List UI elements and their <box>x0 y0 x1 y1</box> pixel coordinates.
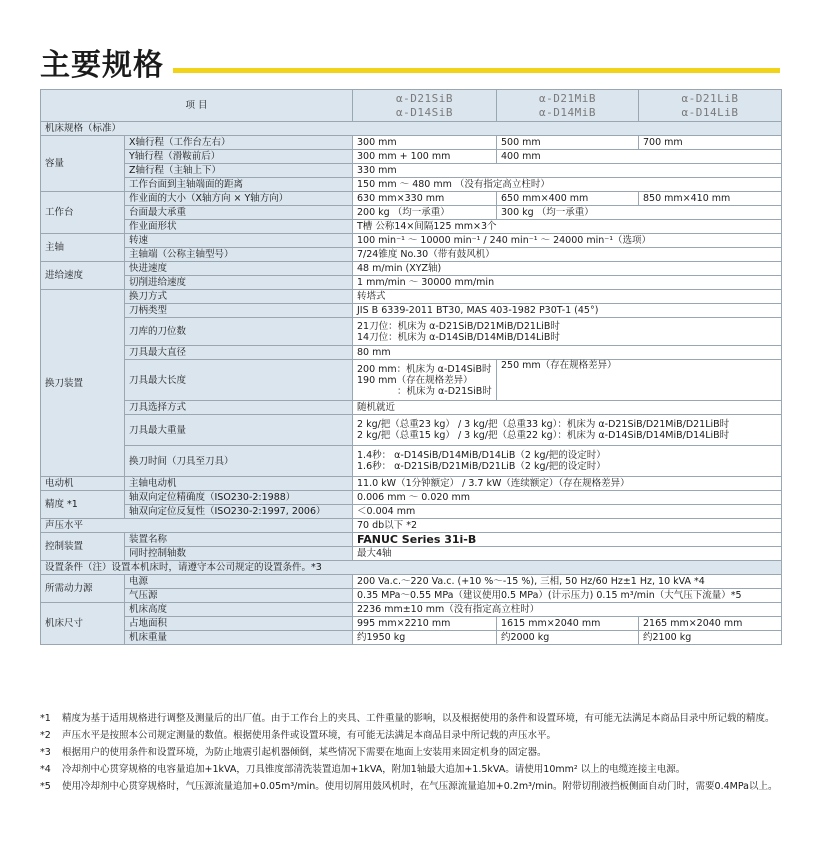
label-x-travel: X轴行程（工作台左右） <box>125 136 353 150</box>
label-rapid: 快进速度 <box>125 262 353 276</box>
cat-accuracy: 精度 *1 <box>41 491 125 519</box>
cell: 0.006 mm ～ 0.020 mm <box>353 491 782 505</box>
label-speed: 转速 <box>125 234 353 248</box>
cell: 7/24锥度 No.30（带有鼓风机） <box>353 248 782 262</box>
label-control-name: 装置名称 <box>125 533 353 547</box>
cell: 330 mm <box>353 164 782 178</box>
cat-noise: 声压水平 <box>41 519 353 533</box>
label-repeat: 轴双向定位反复性（ISO230-2:1997, 2006） <box>125 505 353 519</box>
cell: 300 kg （均一承重） <box>497 206 782 220</box>
label-distance: 工作台面到主轴端面的距离 <box>125 178 353 192</box>
cell: FANUC Series 31i-B <box>353 533 782 547</box>
cat-stroke: 容量 <box>41 136 125 192</box>
cell: 250 mm（存在规格差异） <box>497 360 782 401</box>
cell: T槽 公称14×间隔125 mm×3个 <box>353 220 782 234</box>
header-model-s: α-D21SiB α-D14SiB <box>353 90 497 122</box>
header-model-m: α-D21MiB α-D14MiB <box>497 90 639 122</box>
cell: 500 mm <box>497 136 639 150</box>
cell: 随机就近 <box>353 401 782 415</box>
page-title: 主要规格 <box>40 48 164 83</box>
section-conditions: 设置条件（注）设置本机床时，请遵守本公司规定的设置条件。*3 <box>41 561 782 575</box>
footnote: *5 使用冷却剂中心贯穿规格时，气压源流量追加+0.05m³/min。使用切屑用鼓风机时，在气压源流量追加+0.2m³/min。附带切削液挡板侧面自动门时，需要0.4MPa以上。 <box>40 781 778 792</box>
cat-spindle: 主轴 <box>41 234 125 262</box>
cell: 48 m/min (XYZ轴) <box>353 262 782 276</box>
label-load: 台面最大承重 <box>125 206 353 220</box>
cell: 1.4秒： α-D14SiB/D14MiB/D14LiB（2 kg/把的设定时） 1.6秒： α-D21SiB/D21MiB/D21LiB（2 kg/把的设定时） <box>353 446 782 477</box>
label-spindle-motor: 主轴电动机 <box>125 477 353 491</box>
cell: 70 db以下 *2 <box>353 519 782 533</box>
cell: 300 mm + 100 mm <box>353 150 497 164</box>
label-taper: 主轴端（公称主轴型号） <box>125 248 353 262</box>
header-item: 项 目 <box>41 90 353 122</box>
label-control-axes: 同时控制轴数 <box>125 547 353 561</box>
label-tool-weight: 刀具最大重量 <box>125 415 353 446</box>
cell: 100 min⁻¹ ～ 10000 min⁻¹ / 240 min⁻¹ ～ 24000 min⁻¹（选项） <box>353 234 782 248</box>
label-electric: 电源 <box>125 575 353 589</box>
label-area: 作业面的大小（X轴方向 × Y轴方向） <box>125 192 353 206</box>
cat-motor: 电动机 <box>41 477 125 491</box>
cell: 995 mm×2210 mm <box>353 617 497 631</box>
footnote: *1 精度为基于适用规格进行调整及测量后的出厂值。由于工作台上的夹具、工件重量的影响，以及根据使用的条件和设置环境，有可能无法满足本商品目录中所记载的精度。 <box>40 713 775 724</box>
cell: 200 Va.c.～220 Va.c. (+10 %～-15 %), 三相, 50 Hz/60 Hz±1 Hz, 10 kVA *4 <box>353 575 782 589</box>
cell: 200 kg （均一承重） <box>353 206 497 220</box>
label-tool-len: 刀具最大长度 <box>125 360 353 401</box>
label-air: 气压源 <box>125 589 353 603</box>
cell: 300 mm <box>353 136 497 150</box>
label-positioning: 轴双向定位精确度（ISO230-2:1988） <box>125 491 353 505</box>
cell: 约2000 kg <box>497 631 639 645</box>
label-method: 换刀方式 <box>125 290 353 304</box>
cell: 80 mm <box>353 346 782 360</box>
section-standard: 机床规格（标准） <box>41 122 782 136</box>
label-weight: 机床重量 <box>125 631 353 645</box>
cell: 1 mm/min ～ 30000 mm/min <box>353 276 782 290</box>
cell: 0.35 MPa～0.55 MPa（建议使用0.5 MPa）(计示压力) 0.15 m³/min（大气压下流量）*5 <box>353 589 782 603</box>
cell: ＜0.004 mm <box>353 505 782 519</box>
label-tool-time: 换刀时间（刀具至刀具） <box>125 446 353 477</box>
cell: 200 mm：机床为 α-D14SiB时 190 mm（存在规格差异） ：机床为 α-D21SiB时 <box>353 360 497 401</box>
cell: 1615 mm×2040 mm <box>497 617 639 631</box>
cell: 150 mm ～ 480 mm （没有指定高立柱时） <box>353 178 782 192</box>
label-tools: 刀库的刀位数 <box>125 318 353 346</box>
cell: 2236 mm±10 mm（没有指定高立柱时） <box>353 603 782 617</box>
label-tool-dia: 刀具最大直径 <box>125 346 353 360</box>
cell: 630 mm×330 mm <box>353 192 497 206</box>
label-z-travel: Z轴行程（主轴上下） <box>125 164 353 178</box>
label-floor: 占地面积 <box>125 617 353 631</box>
cell: 21刀位：机床为 α-D21SiB/D21MiB/D21LiB时 14刀位：机床为 α-D14SiB/D14MiB/D14LiB时 <box>353 318 782 346</box>
spec-table <box>40 89 782 645</box>
cell: 650 mm×400 mm <box>497 192 639 206</box>
cell: 约1950 kg <box>353 631 497 645</box>
cell: 700 mm <box>639 136 782 150</box>
cat-table: 工作台 <box>41 192 125 234</box>
cell: 2 kg/把（总重23 kg） / 3 kg/把（总重33 kg）：机床为 α-D21SiB/D21MiB/D21LiB时 2 kg/把（总重15 kg） / 3 kg/把（总重22 kg）：机床为 α-D14SiB/D14MiB/D14LiB时 <box>353 415 782 446</box>
cell: 11.0 kW（1分钟额定） / 3.7 kW（连续额定）（存在规格差异） <box>353 477 782 491</box>
cat-control: 控制装置 <box>41 533 125 561</box>
label-tool-select: 刀具选择方式 <box>125 401 353 415</box>
cell: 转塔式 <box>353 290 782 304</box>
footnotes <box>40 712 790 797</box>
header-model-l: α-D21LiB α-D14LiB <box>639 90 782 122</box>
cat-feed: 进给速度 <box>41 262 125 290</box>
cat-atc: 换刀装置 <box>41 290 125 477</box>
label-y-travel: Y轴行程（滑鞍前后） <box>125 150 353 164</box>
label-shank: 刀柄类型 <box>125 304 353 318</box>
label-height: 机床高度 <box>125 603 353 617</box>
footnote: *4 冷却剂中心贯穿规格的电容量追加+1kVA，刀具锥度部清洗装置追加+1kVA，附加1轴最大追加+1.5kVA。请使用10mm² 以上的电缆连接主电源。 <box>40 764 686 775</box>
cell: 2165 mm×2040 mm <box>639 617 782 631</box>
label-cut: 切削进给速度 <box>125 276 353 290</box>
cell: 约2100 kg <box>639 631 782 645</box>
title-underline <box>173 68 780 73</box>
cell: JIS B 6339-2011 BT30, MAS 403-1982 P30T-1 (45°) <box>353 304 782 318</box>
cat-power: 所需动力源 <box>41 575 125 603</box>
cell: 850 mm×410 mm <box>639 192 782 206</box>
cell: 最大4轴 <box>353 547 782 561</box>
header-row <box>41 90 782 122</box>
label-shape: 作业面形状 <box>125 220 353 234</box>
footnote: *3 根据用户的使用条件和设置环境，为防止地震引起机器倾倒，某些情况下需要在地面上安装用来固定机身的固定器。 <box>40 747 547 758</box>
cat-size: 机床尺寸 <box>41 603 125 645</box>
footnote: *2 声压水平是按照本公司规定测量的数值。根据使用条件或设置环境，有可能无法满足本商品目录中所记载的声压水平。 <box>40 730 557 741</box>
cell: 400 mm <box>497 150 782 164</box>
